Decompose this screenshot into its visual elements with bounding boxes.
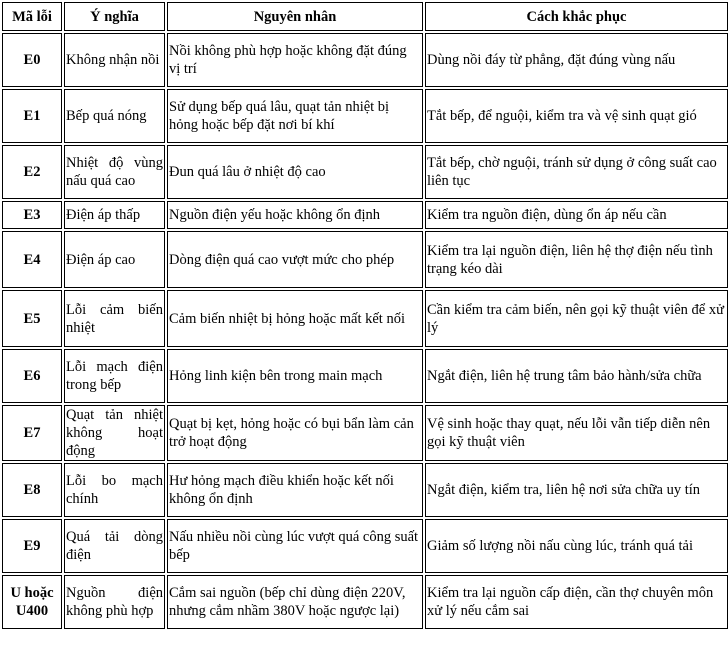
- row-code-cell: E1: [2, 89, 62, 143]
- row-meaning-cell: Không nhận nồi: [64, 33, 165, 87]
- row-code-cell: E5: [2, 290, 62, 347]
- row-meaning-cell: Điện áp thấp: [64, 201, 165, 229]
- row-code-cell: E3: [2, 201, 62, 229]
- row-code-cell: E7: [2, 405, 62, 461]
- row-meaning-cell: Nguồn điện không phù hợp: [64, 575, 165, 629]
- row-code-cell: U hoặc U400: [2, 575, 62, 629]
- header-cause: Nguyên nhân: [167, 2, 423, 31]
- row-fix-cell: Kiểm tra lại nguồn điện, liên hệ thợ điện nếu tình trạng kéo dài: [425, 231, 728, 288]
- header-fix: Cách khắc phục: [425, 2, 728, 31]
- row-code-cell: E4: [2, 231, 62, 288]
- row-cause-cell: Hỏng linh kiện bên trong main mạch: [167, 349, 423, 403]
- header-row: [2, 2, 728, 31]
- row-meaning-cell: Lỗi bo mạch chính: [64, 463, 165, 517]
- table-row: [2, 290, 728, 347]
- row-code-cell: E2: [2, 145, 62, 199]
- row-meaning-cell: Bếp quá nóng: [64, 89, 165, 143]
- table-row: [2, 33, 728, 87]
- row-fix-cell: Kiểm tra nguồn điện, dùng ổn áp nếu cần: [425, 201, 728, 229]
- table-row: [2, 145, 728, 199]
- row-code-cell: E8: [2, 463, 62, 517]
- row-cause-cell: Quạt bị kẹt, hỏng hoặc có bụi bẩn làm cản trở hoạt động: [167, 405, 423, 461]
- row-meaning-cell: Lỗi mạch điện trong bếp: [64, 349, 165, 403]
- table-row: [2, 463, 728, 517]
- row-fix-cell: Dùng nồi đáy từ phẳng, đặt đúng vùng nấu: [425, 33, 728, 87]
- row-meaning-cell: Quạt tản nhiệt không hoạt động: [66, 407, 163, 459]
- row-cause-cell: Nấu nhiều nồi cùng lúc vượt quá công suất bếp: [167, 519, 423, 573]
- row-fix-cell: Cần kiểm tra cảm biến, nên gọi kỹ thuật viên để xử lý: [425, 290, 728, 347]
- row-cause-cell: Dòng điện quá cao vượt mức cho phép: [167, 231, 423, 288]
- table-row: [2, 201, 728, 229]
- row-fix-cell: Vệ sinh hoặc thay quạt, nếu lỗi vẫn tiếp diễn nên gọi kỹ thuật viên: [425, 405, 728, 461]
- row-fix-cell: Ngắt điện, kiểm tra, liên hệ nơi sửa chữa uy tín: [425, 463, 728, 517]
- row-fix-cell: Ngắt điện, liên hệ trung tâm bảo hành/sửa chữa: [425, 349, 728, 403]
- table-row: [2, 405, 728, 461]
- row-fix-cell: Giảm số lượng nồi nấu cùng lúc, tránh quá tải: [425, 519, 728, 573]
- table-row: [2, 349, 728, 403]
- row-cause-cell: Nồi không phù hợp hoặc không đặt đúng vị trí: [167, 33, 423, 87]
- table-row: [2, 575, 728, 629]
- row-fix-cell: Tắt bếp, chờ nguội, tránh sử dụng ở công suất cao liên tục: [425, 145, 728, 199]
- row-code-cell: E6: [2, 349, 62, 403]
- row-cause-cell: Đun quá lâu ở nhiệt độ cao: [167, 145, 423, 199]
- header-code: Mã lỗi: [2, 2, 62, 31]
- row-fix-cell: Tắt bếp, để nguội, kiểm tra và vệ sinh quạt gió: [425, 89, 728, 143]
- row-code-cell: E0: [2, 33, 62, 87]
- row-cause-cell: Cắm sai nguồn (bếp chỉ dùng điện 220V, nhưng cắm nhầm 380V hoặc ngược lại): [167, 575, 423, 629]
- table-row: [2, 89, 728, 143]
- row-code-cell: E9: [2, 519, 62, 573]
- table-row: [2, 231, 728, 288]
- row-cause-cell: Nguồn điện yếu hoặc không ổn định: [167, 201, 423, 229]
- row-cause-cell: Cảm biến nhiệt bị hỏng hoặc mất kết nối: [167, 290, 423, 347]
- table-row: [2, 519, 728, 573]
- row-meaning-cell: Điện áp cao: [64, 231, 165, 288]
- row-fix-cell: Kiểm tra lại nguồn cấp điện, cần thợ chuyên môn xử lý nếu cắm sai: [425, 575, 728, 629]
- row-meaning-cell: Nhiệt độ vùng nấu quá cao: [64, 145, 165, 199]
- row-cause-cell: Hư hỏng mạch điều khiển hoặc kết nối không ổn định: [167, 463, 423, 517]
- header-meaning: Ý nghĩa: [64, 2, 165, 31]
- row-cause-cell: Sử dụng bếp quá lâu, quạt tản nhiệt bị hỏng hoặc bếp đặt nơi bí khí: [167, 89, 423, 143]
- row-meaning-cell: Lỗi cảm biến nhiệt: [64, 290, 165, 347]
- row-meaning-cell: Quá tải dòng điện: [64, 519, 165, 573]
